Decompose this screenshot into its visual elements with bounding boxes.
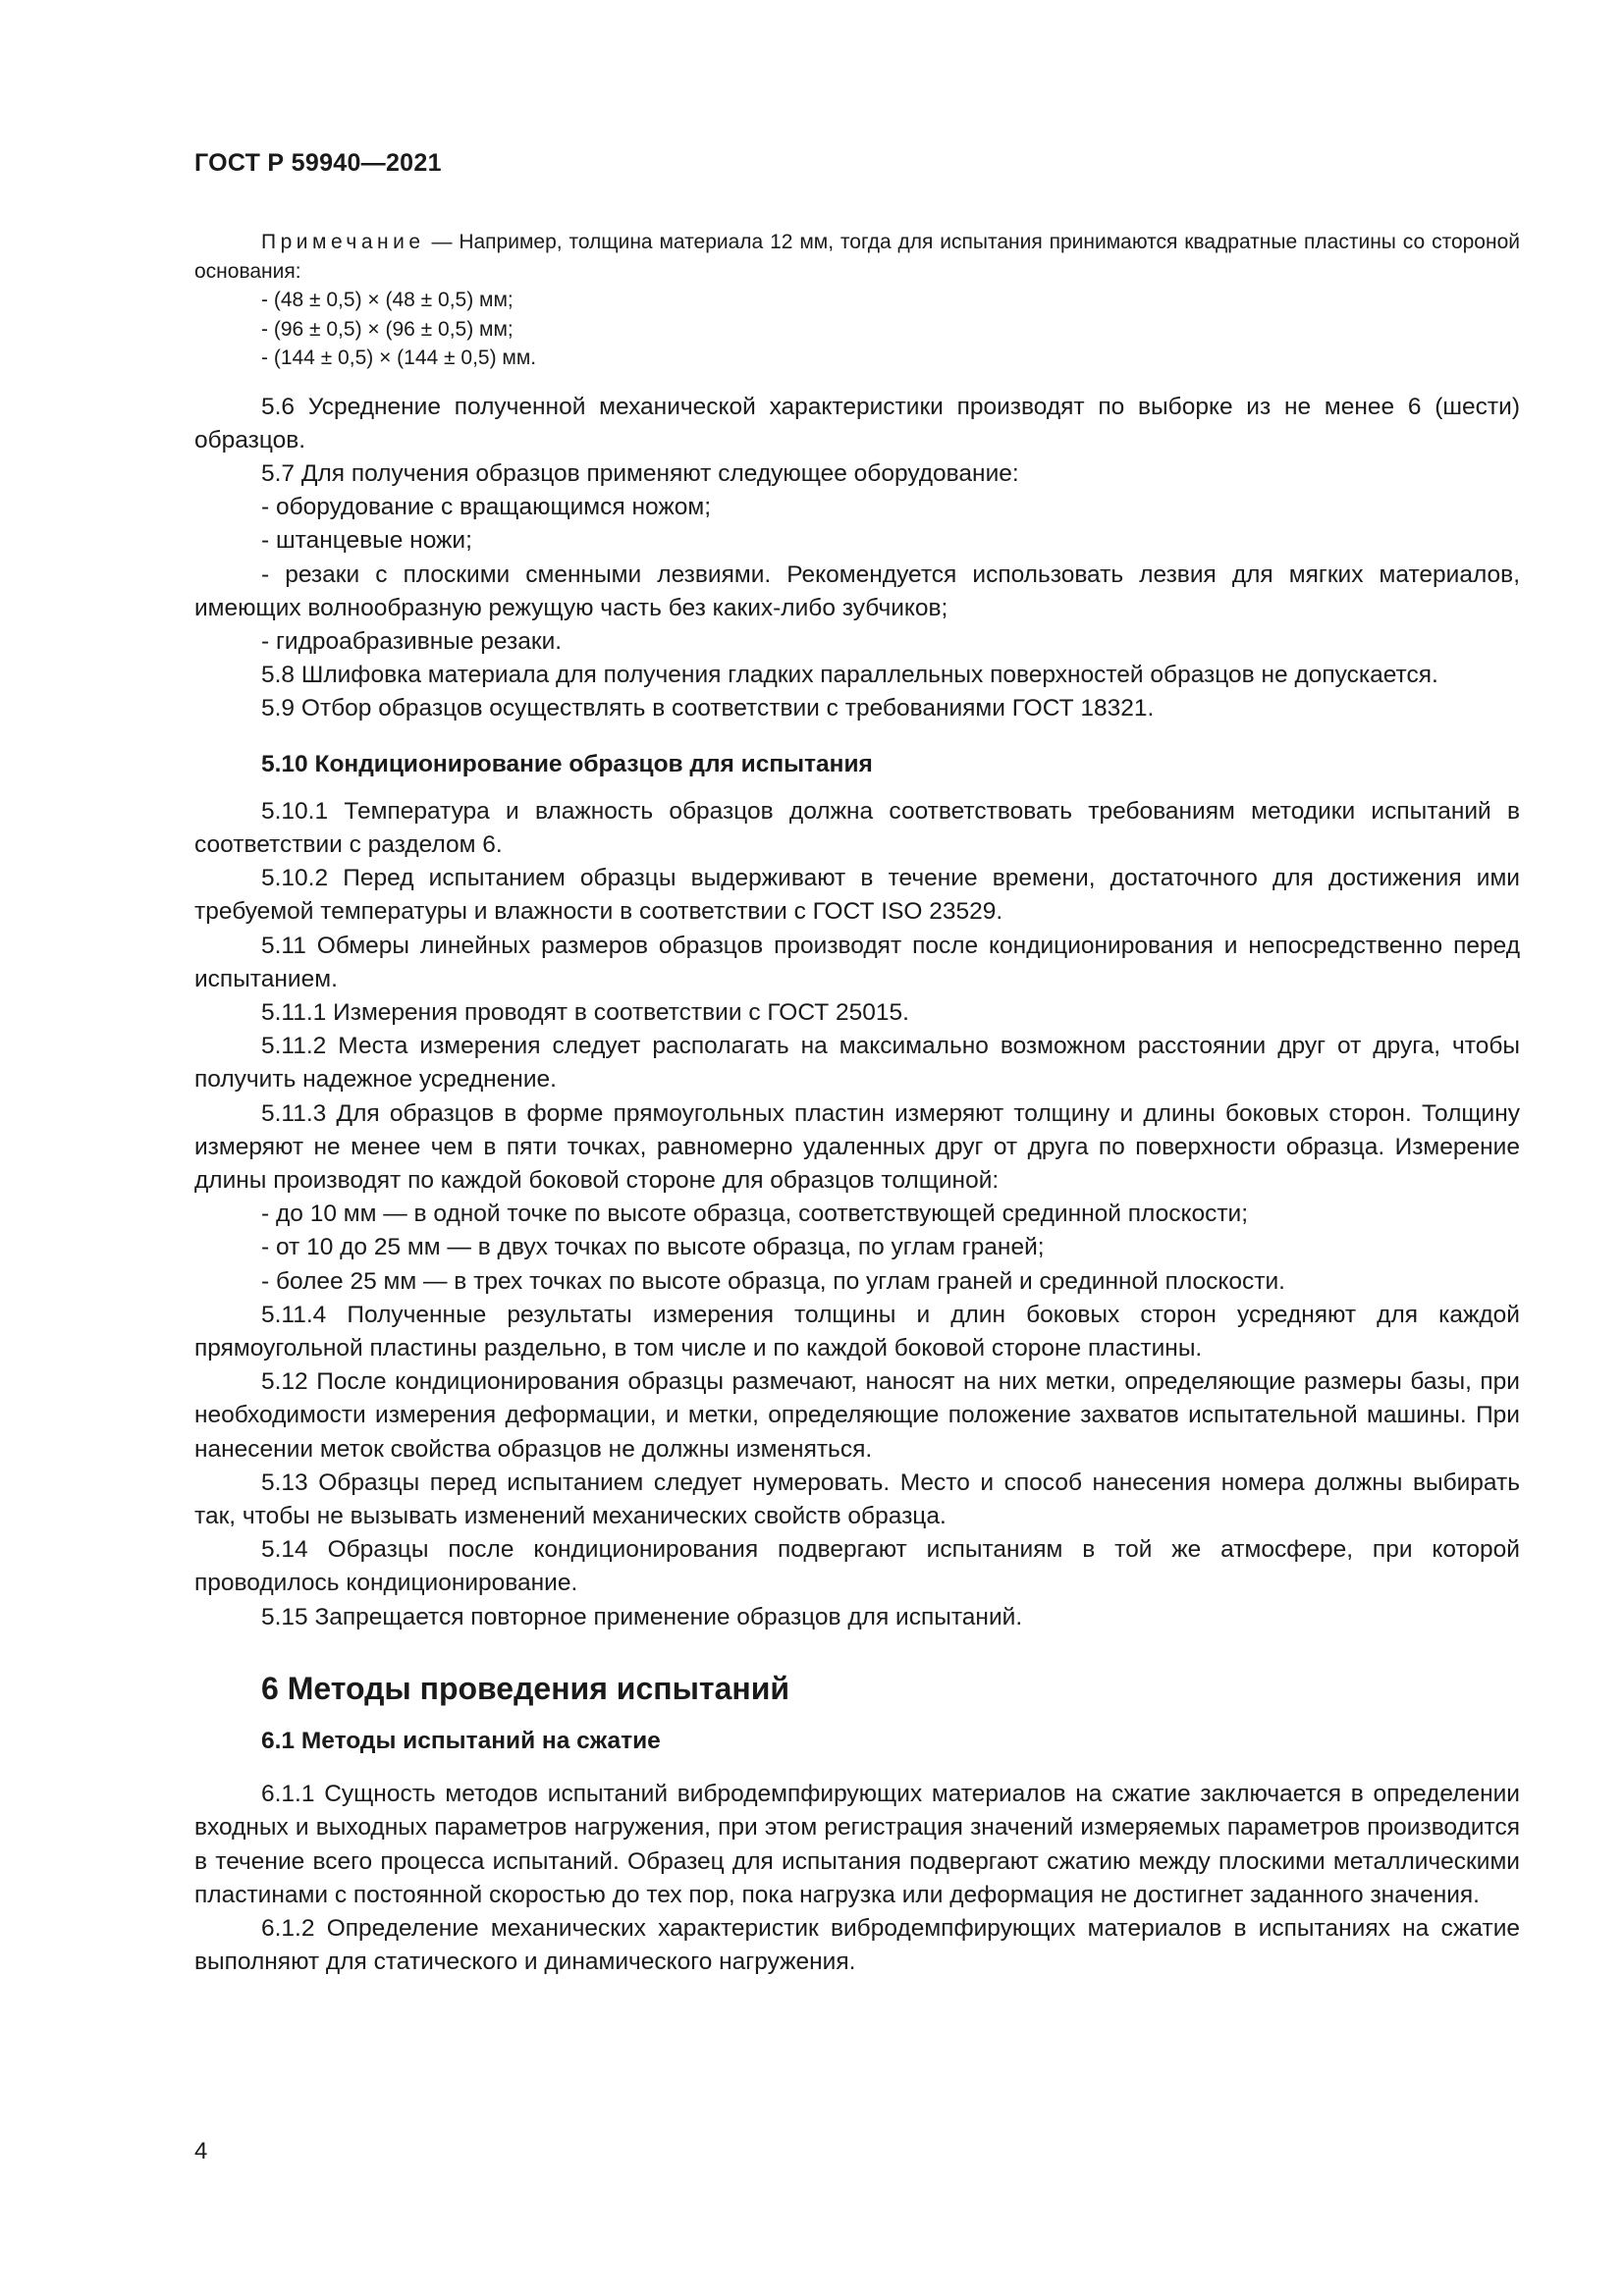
section-heading-6-1: 6.1 Методы испытаний на сжатие bbox=[261, 1728, 661, 1755]
note-paragraph bbox=[194, 228, 1520, 286]
clause-5-6: 5.6 Усреднение полученной механической характеристики производят по выборке из не менее 6 (шести) образцов. bbox=[194, 393, 1520, 454]
note-item: - (96 ± 0,5) × (96 ± 0,5) мм; bbox=[261, 317, 514, 341]
clause-5-11-2: 5.11.2 Места измерения следует располагать на максимально возможном расстоянии друг от друга, чтобы получить надежное усреднение. bbox=[194, 1033, 1520, 1094]
page-content bbox=[194, 228, 1520, 1979]
list-item: - штанцевые ножи; bbox=[261, 527, 472, 555]
section-heading-6: 6 Методы проведения испытаний bbox=[261, 1670, 790, 1706]
list-item: - оборудование с вращающимся ножом; bbox=[261, 494, 712, 521]
list-item: - от 10 до 25 мм — в двух точках по высоте образца, по углам граней; bbox=[261, 1234, 1045, 1261]
list-item-long: - резаки с плоскими сменными лезвиями. Рекомендуется использовать лезвия для мягких материалов, имеющих волнообразную режущую часть без каких-либо зубчиков; bbox=[194, 561, 1520, 621]
note-text: — Например, толщина материала 12 мм, тогда для испытания принимаются квадратные пластины со стороной основания: bbox=[194, 231, 1520, 283]
list-item: - гидроабразивные резаки. bbox=[261, 627, 563, 655]
clause-6-1-1: 6.1.1 Сущность методов испытаний вибродемпфирующих материалов на сжатие заключается в определении входных и выходных параметров нагружения, при этом регистрация значений измеряемых параметров производится в течение всего процесса испытаний. Образец для испытания подвергают сжатию между плоскими металлическими пластинами с постоянной скоростью до тех пор, пока нагрузка или деформация не достигнет заданного значения. bbox=[194, 1781, 1520, 1908]
clause-5-8: 5.8 Шлифовка материала для получения гладких параллельных поверхностей образцов не допускается. bbox=[261, 662, 1438, 689]
clause-5-11: 5.11 Обмеры линейных размеров образцов производят после кондиционирования и непосредственно перед испытанием. bbox=[194, 932, 1520, 992]
clause-5-9: 5.9 Отбор образцов осуществлять в соответствии с требованиями ГОСТ 18321. bbox=[261, 695, 1155, 722]
clause-6-1-2: 6.1.2 Определение механических характеристик вибродемпфирующих материалов в испытаниях на сжатие выполняют для статического и динамического нагружения. bbox=[194, 1915, 1520, 1976]
document-header: ГОСТ Р 59940—2021 bbox=[194, 149, 442, 177]
clause-5-15: 5.15 Запрещается повторное применение образцов для испытаний. bbox=[261, 1603, 1023, 1630]
clause-5-11-1: 5.11.1 Измерения проводят в соответствии с ГОСТ 25015. bbox=[261, 998, 909, 1026]
clause-5-12: 5.12 После кондиционирования образцы размечают, наносят на них метки, определяющие размеры базы, при необходимости измерения деформации, и метки, определяющие положение захватов испытательной машины. При нанесении меток свойства образцов не должны изменяться. bbox=[194, 1368, 1520, 1463]
page-number: 4 bbox=[194, 2138, 208, 2164]
clause-5-10-1: 5.10.1 Температура и влажность образцов должна соответствовать требованиям методики испытаний в соответствии с разделом 6. bbox=[194, 797, 1520, 858]
note-block bbox=[194, 228, 1520, 373]
note-label: Примечание bbox=[261, 231, 425, 253]
list-item: - до 10 мм — в одной точке по высоте образца, соответствующей срединной плоскости; bbox=[261, 1201, 1249, 1228]
section-heading-5-10: 5.10 Кондиционирование образцов для испытания bbox=[261, 750, 873, 777]
clause-5-10-2: 5.10.2 Перед испытанием образцы выдерживают в течение времени, достаточного для достижения ими требуемой температуры и влажности в соответствии с ГОСТ ISO 23529. bbox=[194, 865, 1520, 926]
clause-5-7: 5.7 Для получения образцов применяют следующее оборудование: bbox=[261, 459, 1019, 487]
clause-5-11-4: 5.11.4 Полученные результаты измерения толщины и длин боковых сторон усредняют для каждой прямоугольной пластины раздельно, в том числе и по каждой боковой стороне пластины. bbox=[194, 1301, 1520, 1362]
clause-5-13: 5.13 Образцы перед испытанием следует нумеровать. Место и способ нанесения номера должны выбирать так, чтобы не вызывать изменений механических свойств образца. bbox=[194, 1468, 1520, 1529]
clause-5-14: 5.14 Образцы после кондиционирования подвергают испытаниям в той же атмосфере, при которой проводилось кондиционирование. bbox=[194, 1536, 1520, 1597]
note-item: - (144 ± 0,5) × (144 ± 0,5) мм. bbox=[261, 347, 537, 369]
note-item: - (48 ± 0,5) × (48 ± 0,5) мм; bbox=[261, 289, 514, 311]
clause-5-11-3: 5.11.3 Для образцов в форме прямоугольных пластин измеряют толщину и длины боковых сторон. Толщину измеряют не менее чем в пяти точках, равномерно удаленных друг от друга по поверхности образца. Измерение длины производят по каждой боковой стороне для образцов толщиной: bbox=[194, 1099, 1520, 1194]
list-item: - более 25 мм — в трех точках по высоте образца, по углам граней и срединной плоскости. bbox=[261, 1267, 1285, 1295]
